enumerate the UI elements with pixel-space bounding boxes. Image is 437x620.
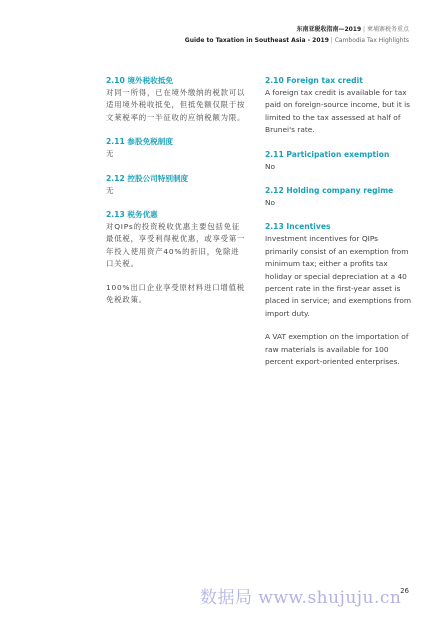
section-body: 对同一所得，已在境外缴纳的税款可以适用境外税收抵免，但抵免额仅限于按文莱税率的一半征收的应纳税额为限。 xyxy=(106,88,246,122)
section-heading: 2.11 参股免税制度 xyxy=(106,137,173,147)
section-body: No xyxy=(265,198,276,208)
section-holding-company-en xyxy=(265,184,413,209)
section-body: Investment incentives for QIPs primarily consist of an exemption from minimum tax; either a profits tax holiday or special depreciation at a 40 percent rate in the first-year asset is placed in service; and exemptions from import duty. xyxy=(265,234,412,318)
section-heading: 2.12 Holding company regime xyxy=(265,186,394,196)
section-body: 无 xyxy=(106,185,115,195)
header-line-chinese: 东南亚税收指南—2019 | 柬埔寨税务重点 xyxy=(296,26,409,33)
running-header xyxy=(185,24,409,46)
chinese-column xyxy=(106,74,246,317)
section-body: A foreign tax credit is available for tax paid on foreign-source income, but it is limited to the tax assessed at half of Brunei's rate. xyxy=(265,88,410,135)
page-number: 26 xyxy=(400,587,409,595)
section-foreign-tax-credit-zh xyxy=(106,74,246,124)
section-body: 100%出口企业享受原材料进口增值税免税政策。 xyxy=(106,282,245,305)
section-body: No xyxy=(265,161,276,171)
section-body: 无 xyxy=(106,149,115,159)
section-incentives-en xyxy=(265,220,413,368)
section-incentives-zh xyxy=(106,208,246,306)
section-body: 对QIPs的投资税收优惠主要包括免征最低税，享受利得税优惠，或享受第一年投入使用资产40%的折旧，免除进口关税。 xyxy=(106,222,246,269)
section-holding-company-zh xyxy=(106,172,246,197)
section-body: A VAT exemption on the importation of raw materials is available for 100 percent export-oriented enterprises. xyxy=(265,332,409,367)
section-heading: 2.10 境外税收抵免 xyxy=(106,76,173,85)
section-foreign-tax-credit-en xyxy=(265,74,413,137)
watermark-text: 数据局 www.shujuju.cn xyxy=(200,588,402,608)
header-line-english: Guide to Taxation in Southeast Asia - 2019 | Cambodia Tax Highlights xyxy=(184,37,409,44)
section-heading: 2.13 Incentives xyxy=(265,222,331,232)
section-participation-exemption-zh xyxy=(106,135,246,160)
section-heading: 2.11 Participation exemption xyxy=(265,149,390,159)
english-column xyxy=(265,74,413,380)
section-heading: 2.12 控股公司特别制度 xyxy=(106,173,189,183)
section-heading: 2.10 Foreign tax credit xyxy=(265,76,363,85)
section-participation-exemption-en xyxy=(265,148,413,173)
section-heading: 2.13 税务优惠 xyxy=(106,210,158,220)
